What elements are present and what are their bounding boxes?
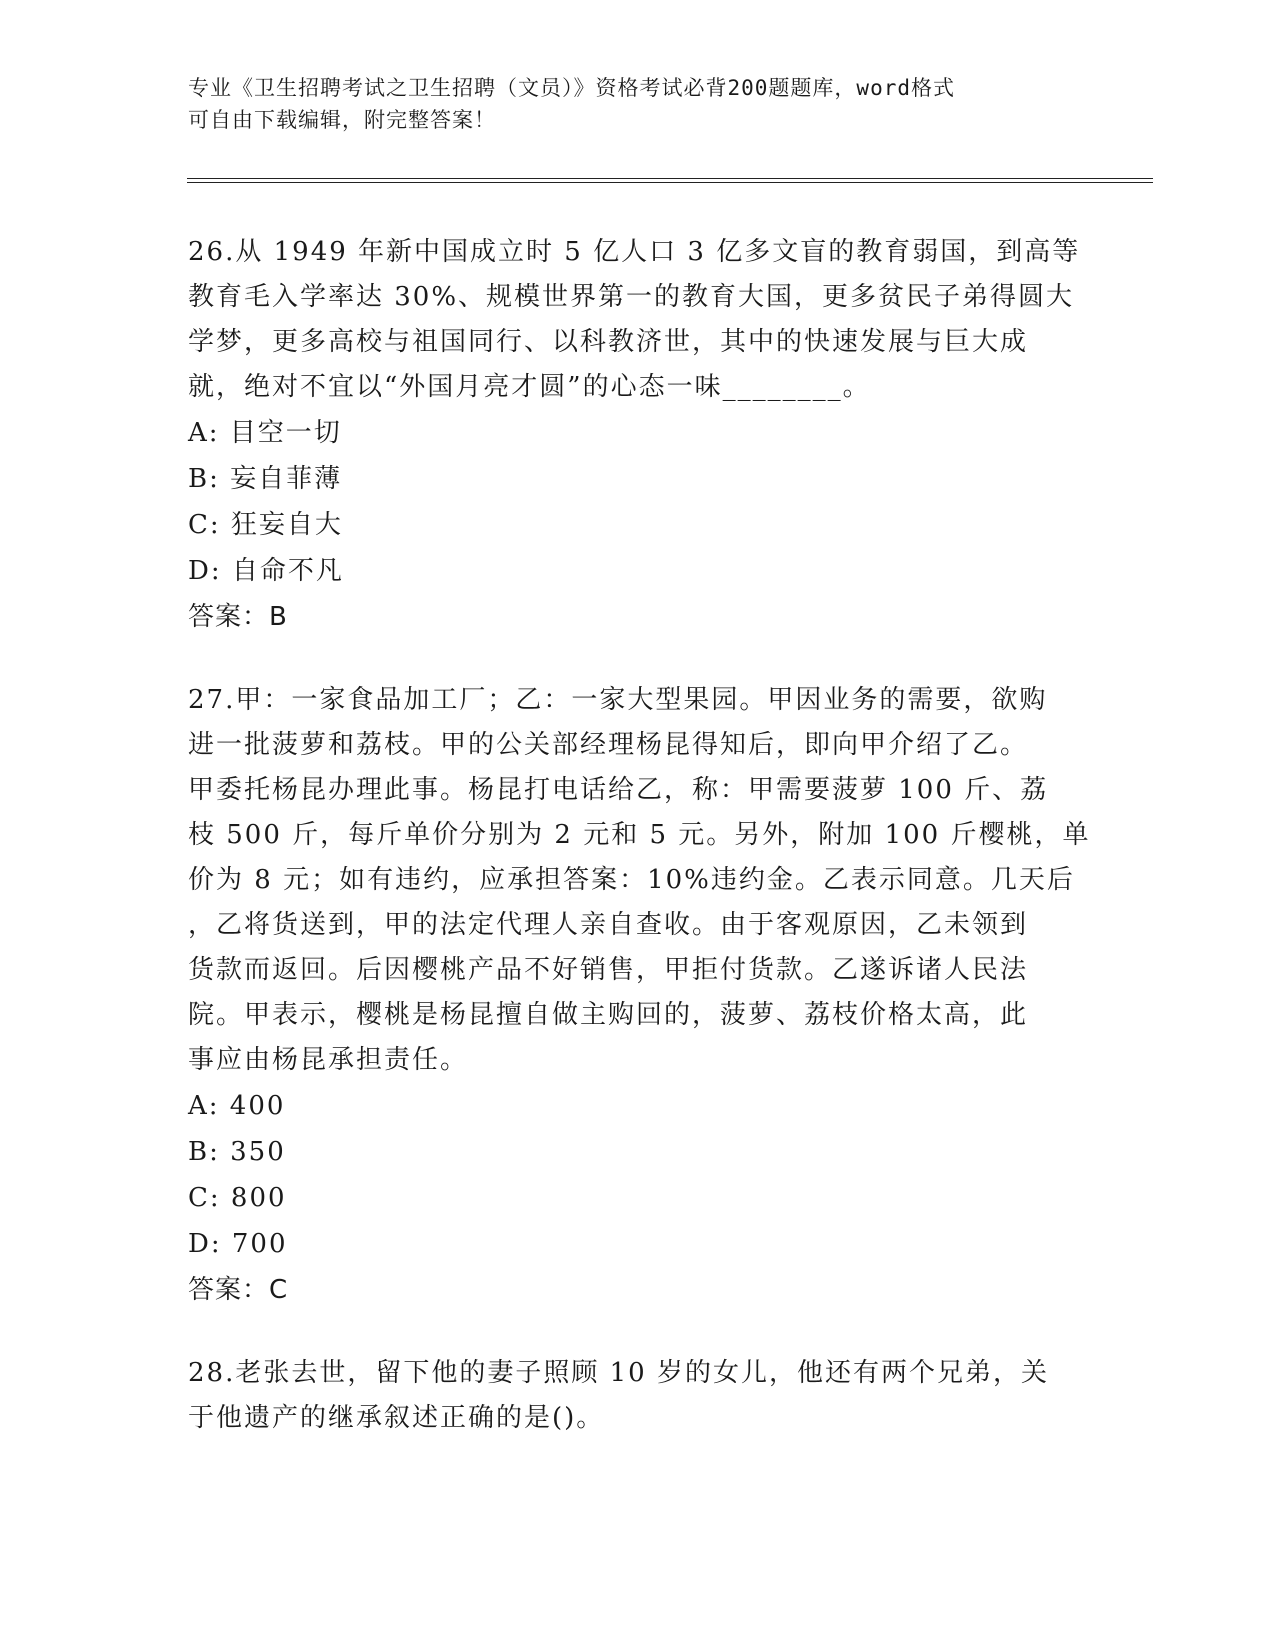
question-list xyxy=(188,230,1091,1479)
option-b: B: 350 xyxy=(188,1137,286,1167)
question-text-line: 28.老张去世，留下他的妻子照顾 10 岁的女儿，他还有两个兄弟，关 xyxy=(188,1358,1049,1388)
question-text-line: 学梦，更多高校与祖国同行、以科教济世，其中的快速发展与巨大成 xyxy=(188,327,1029,357)
question-text-line: 26.从 1949 年新中国成立时 5 亿人口 3 亿多文盲的教育弱国，到高等 xyxy=(188,237,1081,267)
question-text-line: 进一批菠萝和荔枝。甲的公关部经理杨昆得知后，即向甲介绍了乙。 xyxy=(188,730,1029,760)
question-28 xyxy=(188,1351,1088,1441)
header-line-1: 专业《卫生招聘考试之卫生招聘（文员）》资格考试必背200题题库，word格式 xyxy=(188,76,955,100)
option-d: D: 自命不凡 xyxy=(188,556,344,586)
option-c: C: 狂妄自大 xyxy=(188,510,343,540)
document-header xyxy=(188,72,1088,136)
option-b: B: 妄自菲薄 xyxy=(188,464,343,494)
question-text-line: 事应由杨昆承担责任。 xyxy=(188,1045,469,1075)
answer-label: 答案：C xyxy=(188,1275,289,1305)
question-27 xyxy=(188,678,1091,1313)
question-text-line: 院。甲表示，樱桃是杨昆擅自做主购回的，菠萝、荔枝价格太高，此 xyxy=(188,1000,1029,1030)
option-a: A: 400 xyxy=(188,1091,286,1121)
question-text-line: 27.甲：一家食品加工厂；乙：一家大型果园。甲因业务的需要，欲购 xyxy=(188,685,1048,715)
question-text-line: 就，绝对不宜以“外国月亮才圆”的心态一味________。 xyxy=(188,372,871,402)
question-text-line: 甲委托杨昆办理此事。杨昆打电话给乙，称：甲需要菠萝 100 斤、荔 xyxy=(188,775,1049,805)
header-line-2: 可自由下载编辑，附完整答案！ xyxy=(188,108,496,132)
option-c: C: 800 xyxy=(188,1183,287,1213)
question-text-line: 教育毛入学率达 30%、规模世界第一的教育大国，更多贫民子弟得圆大 xyxy=(188,282,1075,312)
question-text-line: 价为 8 元；如有违约，应承担答案：10%违约金。乙表示同意。几天后 xyxy=(188,865,1075,895)
option-d: D: 700 xyxy=(188,1229,288,1259)
header-divider-top xyxy=(187,178,1153,179)
header-divider-bottom xyxy=(187,182,1153,183)
question-text-line: 于他遗产的继承叙述正确的是()。 xyxy=(188,1403,605,1433)
option-a: A: 目空一切 xyxy=(188,418,342,448)
question-text-line: 货款而返回。后因樱桃产品不好销售，甲拒付货款。乙遂诉诸人民法 xyxy=(188,955,1029,985)
answer-label: 答案：B xyxy=(188,602,288,632)
question-26 xyxy=(188,230,1088,640)
question-text-line: 枝 500 斤，每斤单价分别为 2 元和 5 元。另外，附加 100 斤樱桃，单 xyxy=(188,820,1091,850)
question-text-line: ，乙将货送到，甲的法定代理人亲自查收。由于客观原因，乙未领到 xyxy=(188,910,1029,940)
